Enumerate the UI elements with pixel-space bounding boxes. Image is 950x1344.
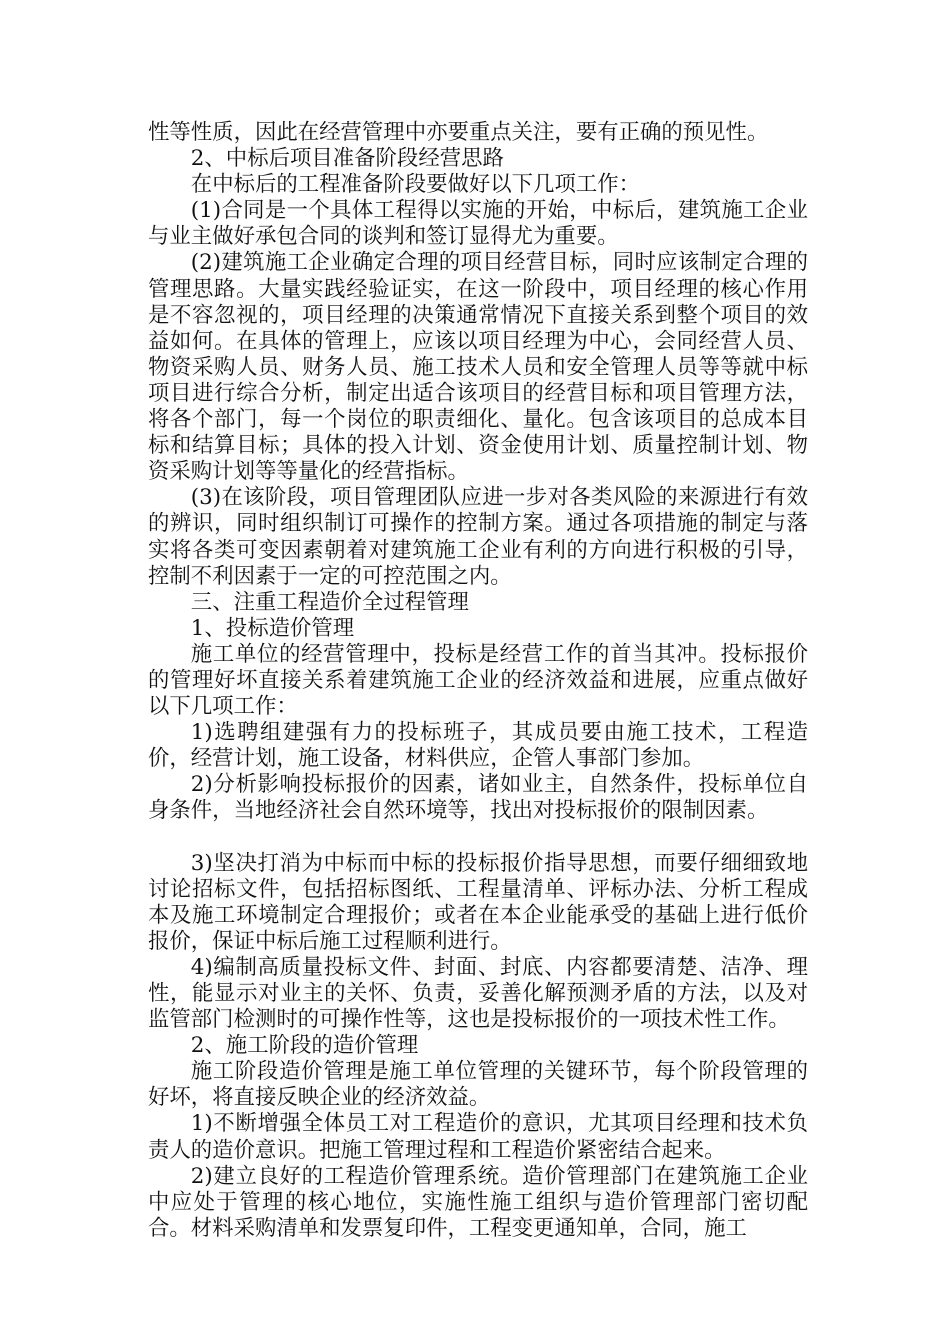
subsection-heading-bid-cost: 1、投标造价管理 [190, 615, 355, 641]
document-body [148, 120, 808, 1242]
list-item: 2)分析影响投标报价的因素，诸如业主，自然条件，投标单位自身条件，当地经济社会自然环境等，找出对投标报价的限制因素。 [148, 772, 808, 824]
list-item: 1)不断增强全体员工对工程造价的意识，尤其项目经理和技术负责人的造价意识。把施工管理过程和工程造价紧密结合起来。 [148, 1111, 808, 1163]
list-item: 1)选聘组建强有力的投标班子，其成员要由施工技术，工程造价，经营计划，施工设备，材料供应，企管人事部门参加。 [148, 720, 808, 772]
list-item: (2)建筑施工企业确定合理的项目经营目标，同时应该制定合理的管理思路。大量实践经验证实，在这一阶段中，项目经理的核心作用是不容忽视的，项目经理的决策通常情况下直接关系到整个项目的效益如何。在具体的管理上，应该以项目经理为中心，会同经营人员、物资采购人员、财务人员、施工技术人员和安全管理人员等等就中标项目进行综合分析，制定出适合该项目的经营目标和项目管理方法，将各个部门，每一个岗位的职责细化、量化。包含该项目的总成本目标和结算目标；具体的投入计划、资金使用计划、质量控制计划、物资采购计划等等量化的经营指标。 [148, 250, 808, 485]
list-item: (1)合同是一个具体工程得以实施的开始，中标后，建筑施工企业与业主做好承包合同的谈判和签订显得尤为重要。 [148, 198, 808, 250]
paragraph-continuation: 性等性质，因此在经营管理中亦要重点关注，要有正确的预见性。 [148, 120, 769, 145]
paragraph: 施工单位的经营管理中，投标是经营工作的首当其冲。投标报价的管理好坏直接关系着建筑施工企业的经济效益和进展，应重点做好以下几项工作： [148, 641, 808, 720]
list-item: 4)编制高质量投标文件、封面、封底、内容都要清楚、洁净、理性，能显示对业主的关怀、负责，妥善化解预测矛盾的方法，以及对监管部门检测时的可操作性等，这也是投标报价的一项技术性工作。 [148, 954, 808, 1033]
subsection-heading-construction-cost: 2、施工阶段的造价管理 [190, 1033, 419, 1059]
paragraph: 施工阶段造价管理是施工单位管理的关键环节，每个阶段管理的好坏，将直接反映企业的经济效益。 [148, 1059, 808, 1111]
paragraph: 在中标后的工程准备阶段要做好以下几项工作： [190, 172, 641, 198]
section-heading-bid-preparation: 2、中标后项目准备阶段经营思路 [190, 146, 504, 172]
list-item: (3)在该阶段，项目管理团队应进一步对各类风险的来源进行有效的辨识，同时组织制订可操作的控制方案。通过各项措施的制定与落实将各类可变因素朝着对建筑施工企业有利的方向进行积极的引导，控制不利因素于一定的可控范围之内。 [148, 485, 808, 589]
list-item: 3)坚决打消为中标而中标的投标报价指导思想，而要仔细细致地讨论招标文件，包括招标图纸、工程量清单、评标办法、分析工程成本及施工环境制定合理报价；或者在本企业能承受的基础上进行低价报价，保证中标后施工过程顺利进行。 [148, 850, 808, 954]
list-item: 2)建立良好的工程造价管理系统。造价管理部门在建筑施工企业中应处于管理的核心地位，实施性施工组织与造价管理部门密切配合。材料采购清单和发票复印件，工程变更通知单，合同，施工 [148, 1163, 808, 1241]
section-heading-cost-management: 三、注重工程造价全过程管理 [190, 589, 469, 615]
